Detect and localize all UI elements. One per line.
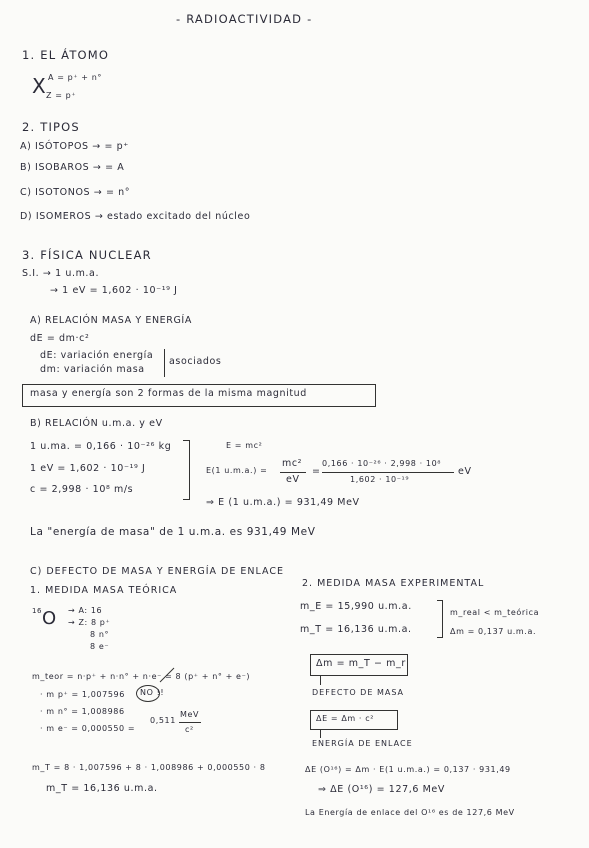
electron-strikeout [160, 670, 170, 680]
electron-mass: · m e⁻ = 0,000550 = [40, 724, 136, 733]
e-uma-result: ⇒ E (1 u.m.a.) = 931,49 MeV [206, 497, 360, 508]
neutron-mass: · m n° = 1,008986 [40, 707, 125, 716]
frac1-denominator: eV [286, 474, 300, 485]
total-mass-sum: m_T = 8 · 1,007596 + 8 · 1,008986 + 0,000550 · 8 [32, 763, 266, 772]
oxygen-mass-number: 16 [32, 607, 43, 615]
uma-ev-heading: B) RELACIÓN u.m.a. y eV [30, 418, 163, 429]
electron-mev-den: c² [185, 725, 194, 734]
atom-symbol: X [32, 74, 47, 98]
experimental-mass: m_E = 15,990 u.m.a. [300, 601, 412, 612]
binding-energy-arrow [320, 729, 321, 738]
mass-defect-formula: Δm = m_T − m_r [316, 658, 406, 669]
frac1-line [280, 472, 306, 473]
page-title: - RADIOACTIVIDAD - [176, 12, 313, 26]
mass-energy-formula: dE = dm·c² [30, 333, 90, 344]
mass-energy-heading: A) RELACIÓN MASA Y ENERGÍA [30, 315, 192, 326]
b-bracket [183, 440, 190, 500]
theoretical-mass-formula: m_teor = n·p⁺ + n·n° + n·e⁻ = 8 (p⁺ + n° + e⁻) [32, 672, 251, 681]
type-isomeros: D) ISOMEROS → estado excitado del núcleo [20, 211, 251, 222]
atom-subscript: Z = p⁺ [46, 91, 77, 100]
theoretical-mass-heading: 1. MEDIDA MASA TEÓRICA [30, 585, 178, 596]
oxygen-n: 8 n° [90, 630, 110, 639]
si-ev: → 1 eV = 1,602 · 10⁻¹⁹ J [50, 285, 178, 296]
e-uma-lhs: E(1 u.m.a.) = [206, 466, 268, 475]
binding-energy-formula: ΔE = Δm · c² [316, 714, 375, 723]
type-isotonos: C) ISOTONOS → = n° [20, 187, 131, 198]
section-types-heading: 2. TIPOS [22, 120, 80, 134]
oxygen-symbol: O [42, 608, 57, 629]
binding-energy-result: ⇒ ΔE (O¹⁶) = 127,6 MeV [318, 784, 445, 795]
defect-heading: C) DEFECTO DE MASA Y ENERGÍA DE ENLACE [30, 566, 284, 577]
electron-mev-num: MeV [180, 710, 200, 719]
delta-m-value: Δm = 0,137 u.m.a. [450, 627, 537, 636]
electron-mass-no: NO !! [140, 688, 165, 697]
mass-defect-label: DEFECTO DE MASA [312, 688, 405, 697]
binding-energy-label: ENERGÍA DE ENLACE [312, 739, 413, 748]
section-atom-heading: 1. EL ÁTOMO [22, 48, 110, 62]
si-uma: S.I. → 1 u.m.a. [22, 268, 100, 279]
assoc-label: asociados [169, 356, 222, 367]
oxygen-a: → A: 16 [68, 606, 103, 615]
dm-definition: dm: variación masa [40, 364, 145, 375]
frac-equals: = [312, 466, 321, 477]
speed-of-light: c = 2,998 · 10⁸ m/s [30, 484, 134, 495]
atom-superscript: A = p⁺ + n° [48, 73, 103, 82]
ev-joule: 1 eV = 1,602 · 10⁻¹⁹ J [30, 463, 146, 474]
theoretical-mass: m_T = 16,136 u.m.a. [300, 624, 412, 635]
uma-kg: 1 u.ma. = 0,166 · 10⁻²⁶ kg [30, 441, 172, 452]
frac2-denominator: 1,602 · 10⁻¹⁹ [350, 475, 410, 484]
electron-mev-line [179, 722, 201, 723]
mass-defect-arrow [320, 675, 321, 685]
mass-bracket [437, 600, 443, 638]
emc2: E = mc² [226, 441, 263, 450]
total-mass-result: m_T = 16,136 u.m.a. [46, 783, 158, 794]
mass-energy-box-text: masa y energía son 2 formas de la misma magnitud [30, 388, 307, 399]
type-isotopos: A) ISÓTOPOS → = p⁺ [20, 141, 129, 152]
frac-unit: eV [458, 466, 472, 477]
electron-mev-value: 0,511 [150, 716, 176, 725]
energy-mass-conclusion: La "energía de masa" de 1 u.m.a. es 931,49 MeV [30, 526, 316, 538]
assoc-bracket [164, 349, 165, 377]
real-vs-theoretical: m_real < m_teórica [450, 608, 540, 617]
frac2-numerator: 0,166 · 10⁻²⁶ · 2,998 · 10⁸ [322, 459, 442, 468]
proton-mass: · m p⁺ = 1,007596 [40, 690, 125, 699]
section-nuclear-heading: 3. FÍSICA NUCLEAR [22, 248, 152, 262]
type-isobaros: B) ISOBAROS → = A [20, 162, 125, 173]
binding-energy-conclusion: La Energía de enlace del O¹⁶ es de 127,6 MeV [305, 808, 515, 817]
experimental-mass-heading: 2. MEDIDA MASA EXPERIMENTAL [302, 578, 485, 589]
de-definition: dE: variación energía [40, 350, 154, 361]
frac2-line [322, 472, 454, 473]
oxygen-e: 8 e⁻ [90, 642, 110, 651]
frac1-numerator: mc² [282, 458, 303, 469]
oxygen-z: → Z: 8 p⁺ [68, 618, 111, 627]
binding-energy-calc: ΔE (O¹⁶) = Δm · E(1 u.m.a.) = 0,137 · 931,49 [305, 765, 511, 774]
